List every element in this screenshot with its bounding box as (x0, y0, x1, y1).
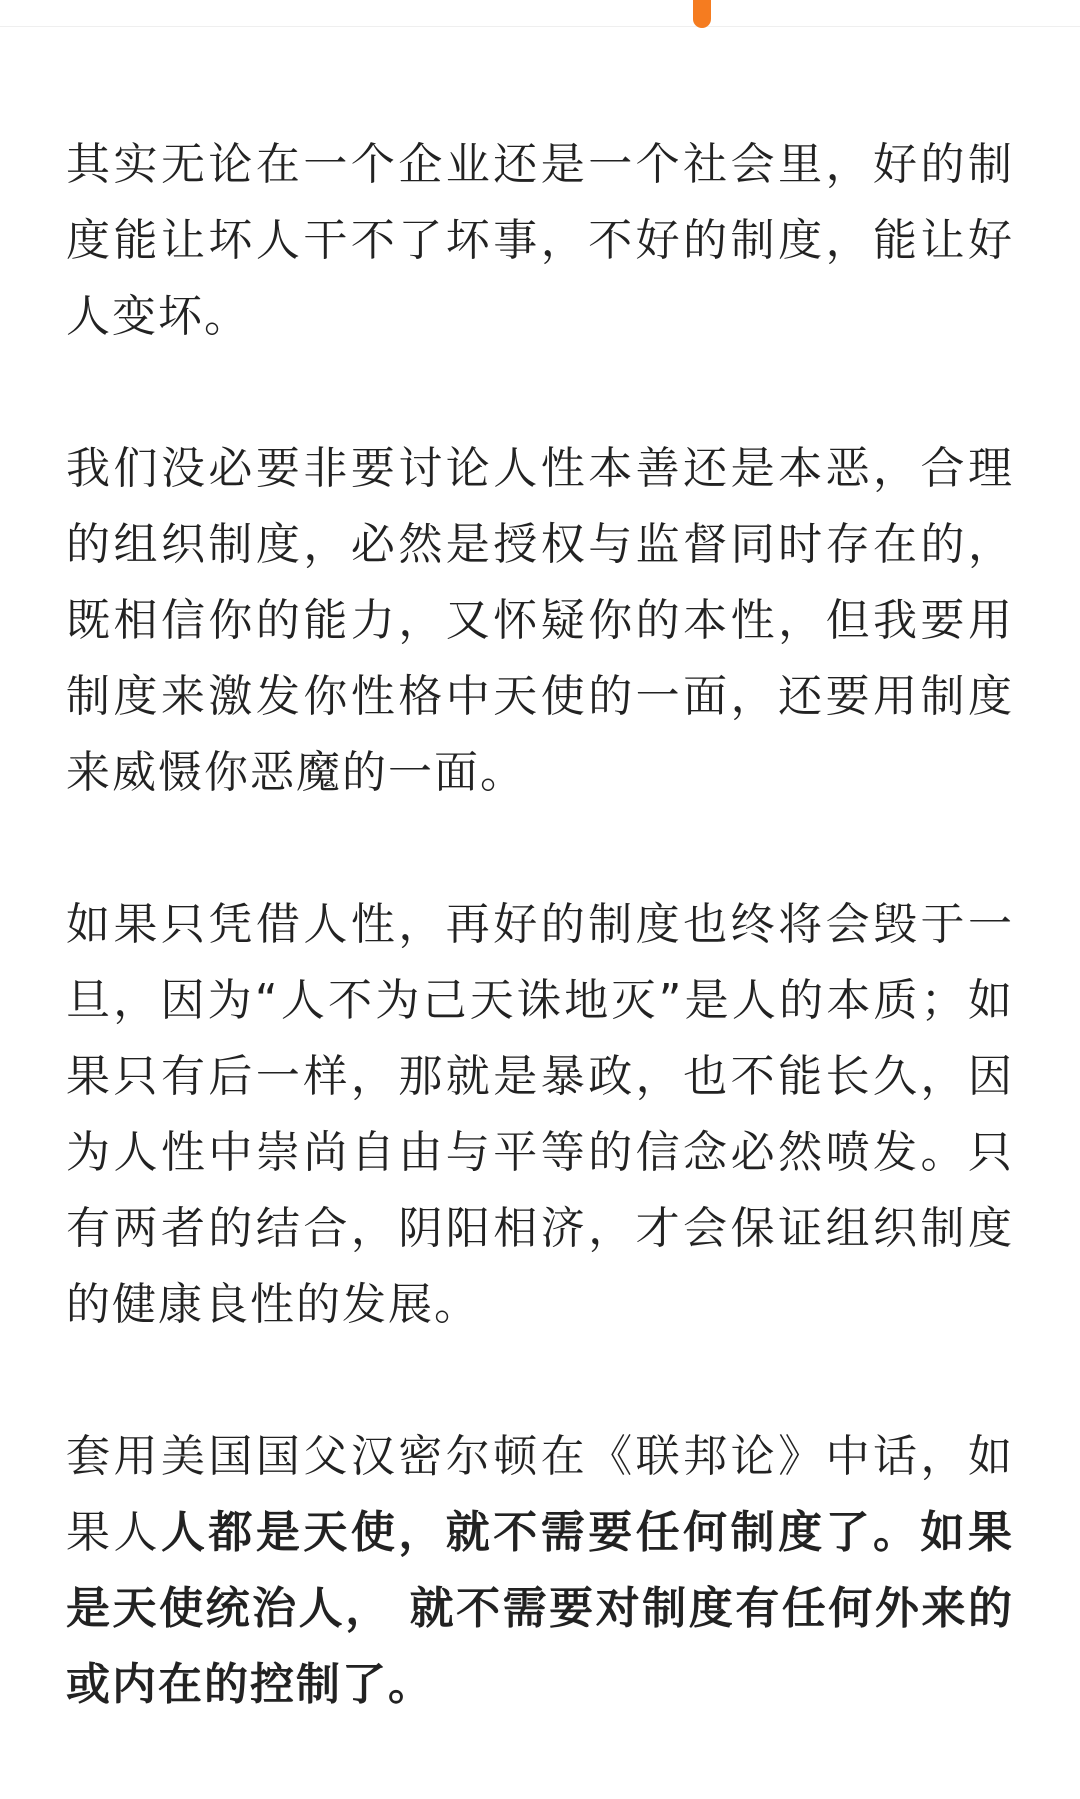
paragraph-1-text: 其实无论在一个企业还是一个社会里，好的制度能让坏人干不了坏事，不好的制度，能让好人变坏。 (66, 139, 1014, 342)
paragraph-3-text: 如果只凭借人性，再好的制度也终将会毁于一旦，因为“人不为己天诛地灭”是人的本质；如果只有后一样，那就是暴政，也不能长久，因为人性中崇尚自由与平等的信念必然喷发。只有两者的结合，阴阳相济，才会保证组织制度的健康良性的发展。 (66, 899, 1014, 1330)
article-body (66, 127, 1014, 1799)
paragraph-1 (66, 127, 1014, 355)
top-bar (0, 0, 1080, 27)
paragraph-2-text: 我们没必要非要讨论人性本善还是本恶，合理的组织制度，必然是授权与监督同时存在的，既相信你的能力，又怀疑你的本性，但我要用制度来激发你性格中天使的一面，还要用制度来威慑你恶魔的一面。 (66, 443, 1014, 798)
paragraph-3 (66, 887, 1014, 1343)
paragraph-2 (66, 431, 1014, 811)
paragraph-4 (66, 1419, 1014, 1723)
paragraph-4-text: 套用美国国父汉密尔顿在《联邦论》中话，如果人 (66, 1431, 1014, 1558)
scroll-position-indicator (693, 0, 711, 28)
paragraph-4-bold-quote: 人都是天使，就不需要任何制度了。如果是天使统治人， 就不需要对制度有任何外来的或内在的控制了。 (66, 1507, 1015, 1710)
